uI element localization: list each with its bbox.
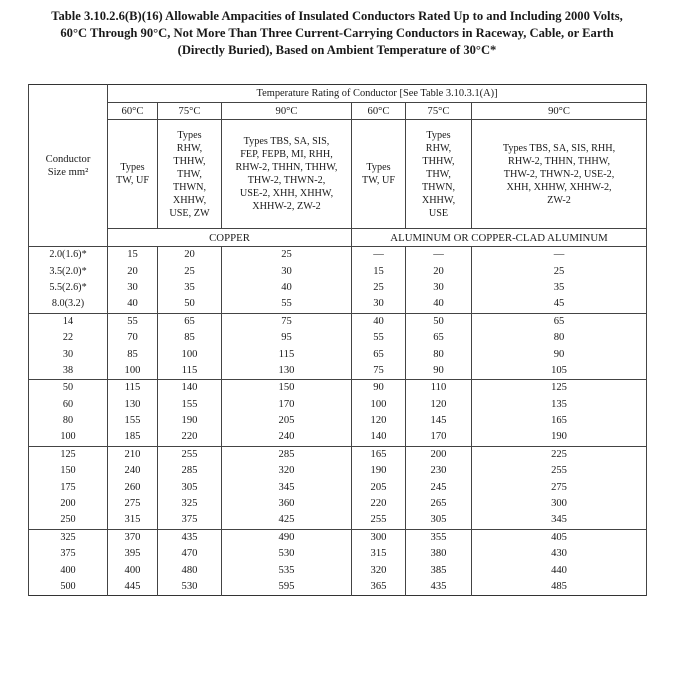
temperature-rating-header: Temperature Rating of Conductor [See Table 3.10.3.1(A)] [108, 85, 647, 103]
ampacity-cell: 130 [222, 363, 352, 380]
temp-header: 60°C [108, 103, 158, 120]
ampacity-cell: 45 [472, 296, 647, 313]
ampacity-cell: 105 [472, 363, 647, 380]
ampacity-cell: 55 [222, 296, 352, 313]
caption-line-1: Table 3.10.2.6(B)(16) Allowable Ampacities of Insulated Conductors Rated Up to and Including 2000 Volts, [51, 9, 623, 23]
ampacity-cell: 55 [352, 330, 406, 346]
ampacity-cell: 25 [352, 280, 406, 296]
conductor-size-cell: 325 [29, 529, 108, 546]
ampacity-cell: 25 [158, 263, 222, 279]
ampacity-cell: 120 [352, 413, 406, 429]
ampacity-cell: 265 [406, 496, 472, 512]
table-row [29, 429, 647, 446]
types-line: USE [428, 207, 449, 219]
table-body [29, 247, 647, 596]
ampacity-cell: 155 [108, 413, 158, 429]
conductor-size-cell: 2.0(1.6)* [29, 247, 108, 264]
conductor-size-cell: 100 [29, 429, 108, 446]
conductor-size-cell: 14 [29, 313, 108, 330]
ampacity-cell: 230 [406, 463, 472, 479]
ampacity-cell: 135 [472, 397, 647, 413]
conductor-size-cell: 3.5(2.0)* [29, 263, 108, 279]
table-row [29, 280, 647, 296]
ampacity-cell: 35 [158, 280, 222, 296]
ampacity-cell: 75 [222, 313, 352, 330]
ampacity-cell: 65 [352, 346, 406, 362]
ampacity-cell: 255 [472, 463, 647, 479]
table-row [29, 380, 647, 397]
ampacity-cell: 320 [222, 463, 352, 479]
ampacity-cell: 40 [222, 280, 352, 296]
temp-header: 90°C [472, 103, 647, 120]
ampacity-cell: 240 [222, 429, 352, 446]
copper-group-header: COPPER [108, 229, 352, 247]
ampacity-cell: 20 [108, 263, 158, 279]
conductor-size-cell: 500 [29, 579, 108, 596]
ampacity-cell: 595 [222, 579, 352, 596]
ampacity-cell: 40 [406, 296, 472, 313]
types-line: ZW-2 [547, 194, 571, 206]
conductor-size-cell: 22 [29, 330, 108, 346]
ampacity-cell: 430 [472, 546, 647, 562]
table-row [29, 296, 647, 313]
ampacity-cell: 325 [158, 496, 222, 512]
conductor-size-cell: 375 [29, 546, 108, 562]
table-caption [28, 8, 646, 59]
ampacity-cell: 50 [158, 296, 222, 313]
ampacity-cell: 145 [406, 413, 472, 429]
ampacity-cell: 40 [352, 313, 406, 330]
ampacity-cell: — [472, 247, 647, 264]
table-row [29, 479, 647, 495]
conductor-size-cell: 175 [29, 479, 108, 495]
conductor-size-header [29, 85, 108, 247]
table-row [29, 546, 647, 562]
ampacity-cell: 470 [158, 546, 222, 562]
conductor-label-line-1: Conductor [45, 153, 91, 165]
ampacity-cell: 140 [352, 429, 406, 446]
ampacity-cell: 240 [108, 463, 158, 479]
ampacity-cell: 95 [222, 330, 352, 346]
conductor-size-cell: 400 [29, 562, 108, 578]
insulation-types-row [29, 120, 647, 229]
ampacity-cell: 85 [108, 346, 158, 362]
ampacity-cell: — [406, 247, 472, 264]
ampacity-cell: 440 [472, 562, 647, 578]
ampacity-cell: 75 [352, 363, 406, 380]
ampacity-cell: 80 [472, 330, 647, 346]
ampacity-cell: 65 [406, 330, 472, 346]
temperature-row [29, 103, 647, 120]
ampacity-cell: 210 [108, 446, 158, 463]
ampacity-cell: 40 [108, 296, 158, 313]
temp-header: 75°C [158, 103, 222, 120]
types-line: USE, ZW [169, 207, 210, 219]
ampacity-cell: 345 [222, 479, 352, 495]
ampacity-cell: 220 [158, 429, 222, 446]
types-cell [108, 120, 158, 229]
caption-line-3: (Directly Buried), Based on Ambient Temperature of 30°C* [177, 43, 497, 57]
conductor-size-cell: 125 [29, 446, 108, 463]
ampacity-cell: 165 [472, 413, 647, 429]
ampacity-cell: 205 [352, 479, 406, 495]
ampacity-cell: 115 [108, 380, 158, 397]
conductor-size-cell: 38 [29, 363, 108, 380]
ampacity-cell: 225 [472, 446, 647, 463]
ampacity-cell: 190 [158, 413, 222, 429]
types-cell [158, 120, 222, 229]
ampacity-cell: 15 [352, 263, 406, 279]
ampacity-cell: 70 [108, 330, 158, 346]
ampacity-cell: 30 [406, 280, 472, 296]
ampacity-cell: 35 [472, 280, 647, 296]
ampacity-cell: 365 [352, 579, 406, 596]
ampacity-cell: 65 [472, 313, 647, 330]
table-row [29, 512, 647, 529]
ampacity-cell: 315 [352, 546, 406, 562]
ampacity-cell: 30 [222, 263, 352, 279]
ampacity-cell: 20 [158, 247, 222, 264]
ampacity-cell: 90 [352, 380, 406, 397]
conductor-size-cell: 8.0(3.2) [29, 296, 108, 313]
ampacity-cell: 285 [222, 446, 352, 463]
ampacity-cell: 530 [158, 579, 222, 596]
conductor-size-cell: 5.5(2.6)* [29, 280, 108, 296]
aluminum-group-header: ALUMINUM OR COPPER-CLAD ALUMINUM [352, 229, 647, 247]
table-row [29, 330, 647, 346]
ampacity-cell: 245 [406, 479, 472, 495]
types-line: THW, [426, 168, 451, 180]
types-line: XHHW-2, ZW-2 [252, 201, 321, 212]
table-row [29, 346, 647, 362]
ampacity-cell: 90 [472, 346, 647, 362]
ampacity-cell: 305 [406, 512, 472, 529]
ampacity-cell: 300 [352, 529, 406, 546]
caption-line-2: 60°C Through 90°C, Not More Than Three Current-Carrying Conductors in Raceway, Cable, or Earth [60, 26, 614, 40]
types-line: THW-2, THWN-2, USE-2, [503, 168, 615, 180]
ampacity-cell: 385 [406, 562, 472, 578]
ampacity-cell: 315 [108, 512, 158, 529]
table-row [29, 529, 647, 546]
ampacity-cell: 375 [158, 512, 222, 529]
ampacity-cell: 435 [158, 529, 222, 546]
ampacity-cell: 190 [352, 463, 406, 479]
types-line: XHHW, [421, 194, 456, 206]
ampacity-cell: 85 [158, 330, 222, 346]
ampacity-cell: 275 [108, 496, 158, 512]
types-cell [222, 120, 352, 229]
ampacity-cell: 205 [222, 413, 352, 429]
table-row [29, 446, 647, 463]
types-line: THW, [177, 168, 202, 180]
ampacity-cell: 170 [406, 429, 472, 446]
ampacity-cell: 25 [472, 263, 647, 279]
temp-header: 90°C [222, 103, 352, 120]
ampacity-cell: 255 [352, 512, 406, 529]
table-row [29, 579, 647, 596]
ampacity-cell: 165 [352, 446, 406, 463]
types-line: THHW, [173, 155, 206, 167]
ampacity-cell: 100 [158, 346, 222, 362]
ampacity-cell: 435 [406, 579, 472, 596]
types-cell [406, 120, 472, 229]
types-line: Types [120, 162, 145, 173]
conductor-label-line-2: Size mm² [47, 166, 89, 178]
ampacity-cell: 190 [472, 429, 647, 446]
ampacity-cell: 120 [406, 397, 472, 413]
table-row [29, 413, 647, 429]
types-line: TW, UF [115, 175, 150, 186]
conductor-size-cell: 60 [29, 397, 108, 413]
ampacity-cell: 185 [108, 429, 158, 446]
types-line: RHW-2, THHN, THHW, [508, 155, 611, 167]
conductor-size-cell: 150 [29, 463, 108, 479]
types-cell [352, 120, 406, 229]
types-line: THHW, [422, 155, 455, 167]
ampacity-table [28, 84, 647, 596]
ampacity-cell: 425 [222, 512, 352, 529]
ampacity-cell: 170 [222, 397, 352, 413]
ampacity-cell: 345 [472, 512, 647, 529]
ampacity-cell: 255 [158, 446, 222, 463]
table-row [29, 313, 647, 330]
types-line: THWN, [421, 181, 456, 193]
ampacity-cell: 405 [472, 529, 647, 546]
temp-header: 60°C [352, 103, 406, 120]
ampacity-cell: — [352, 247, 406, 264]
ampacity-cell: 395 [108, 546, 158, 562]
ampacity-cell: 20 [406, 263, 472, 279]
ampacity-cell: 100 [108, 363, 158, 380]
table-row [29, 247, 647, 264]
ampacity-cell: 150 [222, 380, 352, 397]
material-group-row [29, 229, 647, 247]
ampacity-cell: 220 [352, 496, 406, 512]
types-line: USE-2, XHH, XHHW, [239, 188, 334, 199]
ampacity-cell: 260 [108, 479, 158, 495]
ampacity-cell: 300 [472, 496, 647, 512]
table-row [29, 463, 647, 479]
types-line: Types TBS, SA, SIS, RHH, [502, 142, 616, 154]
types-line: RHW, [425, 142, 452, 154]
ampacity-cell: 90 [406, 363, 472, 380]
ampacity-cell: 400 [108, 562, 158, 578]
ampacity-cell: 380 [406, 546, 472, 562]
ampacity-cell: 115 [222, 346, 352, 362]
table-row [29, 397, 647, 413]
ampacity-cell: 115 [158, 363, 222, 380]
table-row [29, 496, 647, 512]
types-line: THWN, [172, 181, 207, 193]
types-line: RHW-2, THHN, THHW, [235, 162, 338, 173]
ampacity-cell: 110 [406, 380, 472, 397]
ampacity-cell: 490 [222, 529, 352, 546]
ampacity-cell: 275 [472, 479, 647, 495]
ampacity-cell: 370 [108, 529, 158, 546]
conductor-size-cell: 80 [29, 413, 108, 429]
conductor-size-cell: 30 [29, 346, 108, 362]
ampacity-cell: 305 [158, 479, 222, 495]
types-cell [472, 120, 647, 229]
ampacity-cell: 200 [406, 446, 472, 463]
ampacity-cell: 320 [352, 562, 406, 578]
table-row [29, 562, 647, 578]
types-line: THW-2, THWN-2, [247, 175, 326, 186]
ampacity-cell: 355 [406, 529, 472, 546]
ampacity-cell: 530 [222, 546, 352, 562]
ampacity-cell: 130 [108, 397, 158, 413]
temp-header: 75°C [406, 103, 472, 120]
types-line: XHH, XHHW, XHHW-2, [506, 181, 612, 193]
ampacity-cell: 360 [222, 496, 352, 512]
ampacity-cell: 30 [352, 296, 406, 313]
types-line: XHHW, [172, 194, 207, 206]
ampacity-cell: 100 [352, 397, 406, 413]
ampacity-cell: 155 [158, 397, 222, 413]
ampacity-cell: 445 [108, 579, 158, 596]
ampacity-cell: 480 [158, 562, 222, 578]
ampacity-cell: 535 [222, 562, 352, 578]
ampacity-cell: 285 [158, 463, 222, 479]
types-line: Types [426, 129, 451, 141]
ampacity-cell: 65 [158, 313, 222, 330]
ampacity-cell: 25 [222, 247, 352, 264]
ampacity-cell: 30 [108, 280, 158, 296]
conductor-size-cell: 250 [29, 512, 108, 529]
types-line: RHW, [176, 142, 203, 154]
types-line: FEP, FEPB, MI, RHH, [240, 149, 333, 160]
conductor-size-cell: 200 [29, 496, 108, 512]
ampacity-cell: 485 [472, 579, 647, 596]
ampacity-cell: 80 [406, 346, 472, 362]
table-row [29, 363, 647, 380]
conductor-size-cell: 50 [29, 380, 108, 397]
types-line: TW, UF [361, 175, 396, 186]
ampacity-cell: 55 [108, 313, 158, 330]
ampacity-cell: 125 [472, 380, 647, 397]
table-row [29, 263, 647, 279]
types-line: Types [177, 129, 202, 141]
types-line: Types TBS, SA, SIS, [243, 136, 330, 147]
ampacity-cell: 15 [108, 247, 158, 264]
ampacity-cell: 50 [406, 313, 472, 330]
ampacity-cell: 140 [158, 380, 222, 397]
types-line: Types [366, 162, 391, 173]
